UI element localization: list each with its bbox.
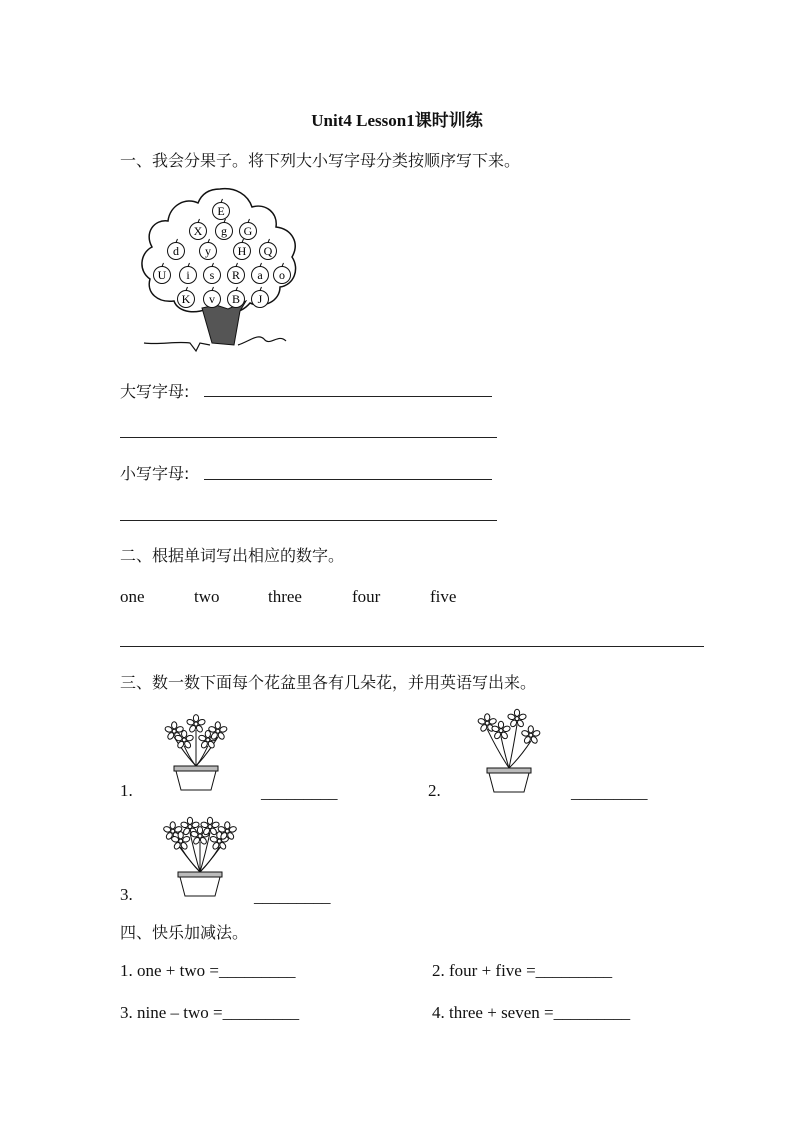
- flower-petal: [485, 714, 490, 721]
- fruit-letter: d: [173, 244, 179, 258]
- lowercase-label: 小写字母:: [120, 464, 190, 483]
- flower-center: [171, 829, 175, 833]
- flower-stem: [501, 737, 509, 768]
- fruit-letter: a: [257, 268, 263, 282]
- flower-center: [499, 729, 503, 733]
- fruit-stem: [282, 263, 284, 267]
- section1-heading: 一、我会分果子。将下列大小写字母分类按顺序写下来。: [120, 151, 521, 170]
- flower-petal: [207, 817, 212, 824]
- fruit-letter: B: [231, 292, 241, 306]
- flower-center: [485, 721, 489, 725]
- flower-center: [216, 729, 220, 733]
- fruit-stem: [236, 263, 238, 267]
- pot-rim: [174, 766, 218, 771]
- item-3-number: 3.: [120, 885, 133, 904]
- section2-heading: 二、根据单词写出相应的数字。: [120, 546, 345, 565]
- fruit-stem: [162, 263, 164, 267]
- flower-stem: [184, 746, 196, 766]
- flower-petal: [225, 822, 230, 829]
- fruit-letter: E: [217, 204, 225, 218]
- fruit-stem: [221, 199, 223, 203]
- fruit-letter: G: [243, 224, 253, 238]
- numbers-answer-line[interactable]: [120, 646, 704, 647]
- flower-center: [182, 738, 186, 742]
- fruit-letter: o: [279, 268, 285, 282]
- letter-tree-illustration: [140, 183, 300, 358]
- word-four: four: [352, 587, 381, 606]
- math-problem-3[interactable]: 3. nine – two =_________: [120, 1003, 300, 1022]
- fruit-stem: [212, 263, 214, 267]
- flower-center: [529, 733, 533, 737]
- flower-center: [172, 729, 176, 733]
- fruit-stem: [236, 287, 238, 291]
- flower-pot-3-illustration: [150, 812, 250, 898]
- flower-petal: [197, 827, 202, 834]
- pot-rim: [178, 872, 222, 877]
- flower-center: [225, 829, 229, 833]
- fruit-stem: [248, 219, 250, 223]
- page-title: Unit4 Lesson1课时训练: [311, 111, 483, 130]
- fruit-stem: [188, 263, 190, 267]
- flower-petal: [172, 722, 177, 729]
- fruit-letter: i: [186, 268, 190, 282]
- flower-pot-2-illustration: [469, 704, 549, 794]
- flower-petal: [182, 730, 187, 737]
- item-1-answer-blank[interactable]: _________: [261, 783, 338, 802]
- fruit-stem: [198, 219, 200, 223]
- flower-center: [179, 839, 183, 843]
- fruit-letter: J: [257, 292, 263, 306]
- fruit-letter: v: [209, 292, 215, 306]
- lowercase-answer-line-2[interactable]: [120, 520, 497, 521]
- uppercase-answer-line-1[interactable]: [204, 396, 492, 397]
- flower-petal: [178, 832, 183, 839]
- fruit-letter: U: [157, 268, 167, 282]
- fruit-letter: g: [221, 224, 227, 238]
- flower-center: [217, 839, 221, 843]
- fruit-stem: [260, 263, 262, 267]
- flower-center: [188, 825, 192, 829]
- flower-stem: [196, 746, 208, 766]
- flower-petal: [514, 709, 519, 716]
- item-2-answer-blank[interactable]: _________: [571, 783, 648, 802]
- fruit-stem: [208, 239, 210, 243]
- section4-heading: 四、快乐加减法。: [120, 923, 249, 942]
- math-problem-2[interactable]: 2. four + five =_________: [432, 961, 613, 980]
- flower-center: [208, 825, 212, 829]
- flower-center: [206, 738, 210, 742]
- flower-stem: [509, 741, 531, 768]
- section3-heading: 三、数一数下面每个花盆里各有几朵花，并用英语写出来。: [120, 673, 537, 692]
- number-words-row: [0, 587, 794, 611]
- fruit-letter: K: [181, 292, 191, 306]
- word-two: two: [194, 587, 220, 606]
- fruit-letter: H: [237, 244, 247, 258]
- fruit-letter: s: [209, 268, 215, 282]
- uppercase-label: 大写字母:: [120, 382, 190, 401]
- flower-pot-1-illustration: [156, 712, 236, 792]
- flower-petal: [187, 817, 192, 824]
- flower-petal: [528, 726, 533, 733]
- math-problem-4[interactable]: 4. three + seven =_________: [432, 1003, 631, 1022]
- fruit-letter: R: [231, 268, 241, 282]
- pot-rim: [487, 768, 531, 773]
- fruit-stem: [242, 239, 244, 243]
- fruit-stem: [268, 239, 270, 243]
- word-one: one: [120, 587, 145, 606]
- pot-body: [489, 773, 529, 792]
- fruit-stem: [176, 239, 178, 243]
- fruit-stem: [260, 287, 262, 291]
- item-2-number: 2.: [428, 781, 441, 800]
- flower-petal: [193, 715, 198, 722]
- flower-petal: [498, 721, 503, 728]
- flower-center: [515, 717, 519, 721]
- fruit-letter: y: [205, 244, 211, 258]
- lowercase-answer-line-1[interactable]: [204, 479, 492, 480]
- flower-center: [194, 722, 198, 726]
- uppercase-answer-line-2[interactable]: [120, 437, 497, 438]
- flower-petal: [170, 822, 175, 829]
- fruit-stem: [186, 287, 188, 291]
- math-problem-1[interactable]: 1. one + two =_________: [120, 961, 296, 980]
- item-1-number: 1.: [120, 781, 133, 800]
- flower-petal: [215, 722, 220, 729]
- flower-center: [198, 834, 202, 838]
- pot-body: [180, 877, 220, 896]
- pot-body: [176, 771, 216, 790]
- fruit-letter: X: [193, 224, 203, 238]
- fruit-letter: Q: [263, 244, 273, 258]
- item-3-answer-blank[interactable]: _________: [254, 887, 331, 906]
- fruit-stem: [212, 287, 214, 291]
- word-three: three: [268, 587, 302, 606]
- word-five: five: [430, 587, 457, 606]
- fruit-stem: [224, 219, 226, 223]
